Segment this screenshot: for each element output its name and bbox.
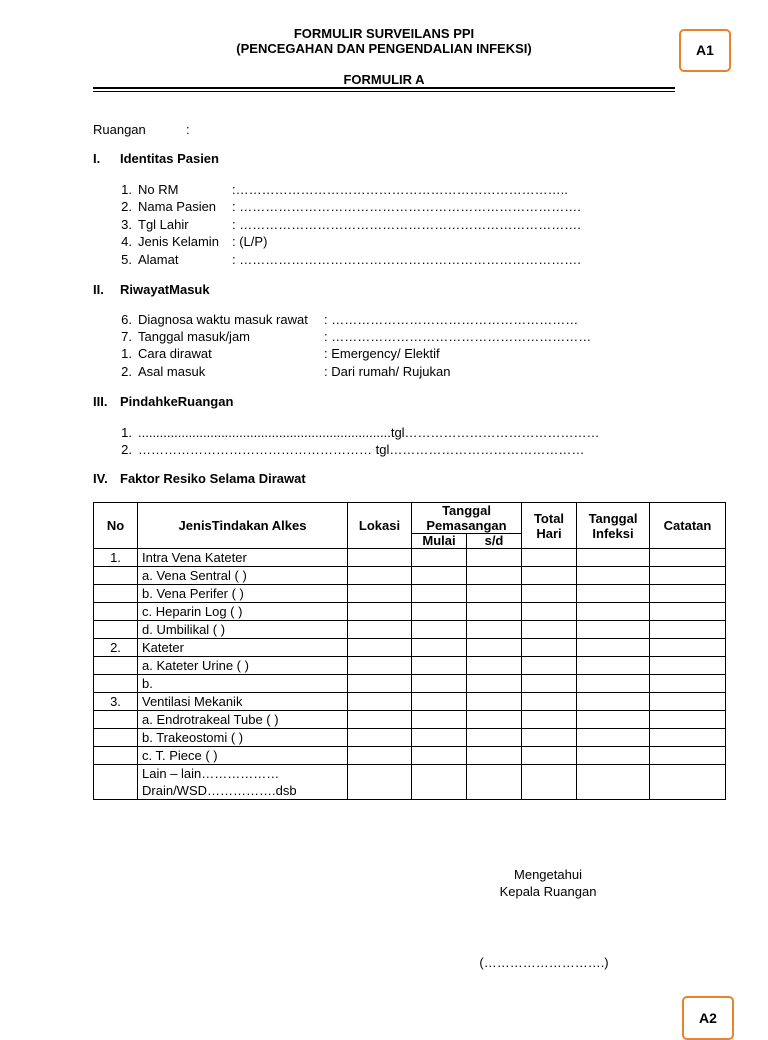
section-title: RiwayatMasuk bbox=[120, 282, 210, 297]
field-label: Diagnosa waktu masuk rawat bbox=[138, 312, 308, 327]
cell-total-hari[interactable] bbox=[522, 603, 577, 621]
header-total-hari: Total Hari bbox=[522, 503, 577, 549]
section-faktor-resiko bbox=[93, 471, 306, 486]
cell-lokasi[interactable] bbox=[348, 765, 412, 800]
cell-no bbox=[94, 675, 138, 693]
cell-lokasi[interactable] bbox=[348, 675, 412, 693]
ruangan-label: Ruangan bbox=[93, 122, 146, 137]
header-no: No bbox=[94, 503, 138, 549]
cell-no bbox=[94, 657, 138, 675]
cell-tanggal-infeksi[interactable] bbox=[577, 711, 650, 729]
cell-tanggal-infeksi[interactable] bbox=[577, 747, 650, 765]
table-row bbox=[94, 657, 726, 675]
cell-catatan[interactable] bbox=[650, 585, 726, 603]
field-value: : …………………………………………………… bbox=[324, 329, 592, 344]
cell-item: c. T. Piece ( ) bbox=[138, 747, 348, 765]
field-value: : Emergency/ Elektif bbox=[324, 346, 440, 361]
cell-sd[interactable] bbox=[467, 765, 522, 800]
table-row bbox=[94, 747, 726, 765]
cell-tanggal-infeksi[interactable] bbox=[577, 621, 650, 639]
cell-tanggal-infeksi[interactable] bbox=[577, 567, 650, 585]
cell-item: d. Umbilikal ( ) bbox=[138, 621, 348, 639]
cell-item: b. bbox=[138, 675, 348, 693]
cell-mulai[interactable] bbox=[412, 765, 467, 800]
form-subtitle: FORMULIR A bbox=[343, 72, 425, 87]
cell-sd[interactable] bbox=[467, 693, 522, 711]
cell-total-hari[interactable] bbox=[522, 693, 577, 711]
table-row bbox=[94, 585, 726, 603]
table-row bbox=[94, 549, 726, 567]
header-catatan: Catatan bbox=[650, 503, 726, 549]
cell-tanggal-infeksi[interactable] bbox=[577, 549, 650, 567]
item-number: 5. bbox=[121, 252, 132, 267]
cell-catatan[interactable] bbox=[650, 711, 726, 729]
field-label: Asal masuk bbox=[138, 364, 206, 379]
cell-mulai[interactable] bbox=[412, 585, 467, 603]
cell-total-hari[interactable] bbox=[522, 549, 577, 567]
field-pindah-2 bbox=[114, 442, 584, 457]
header-tanggal-infeksi: Tanggal Infeksi bbox=[577, 503, 650, 549]
cell-lokasi[interactable] bbox=[348, 747, 412, 765]
field-cara-dirawat bbox=[114, 346, 440, 361]
cell-total-hari[interactable] bbox=[522, 729, 577, 747]
field-value: :………………………………………………………………….. bbox=[232, 182, 568, 197]
cell-mulai[interactable] bbox=[412, 639, 467, 657]
cell-item: Ventilasi Mekanik bbox=[138, 693, 348, 711]
field-diagnosa bbox=[114, 312, 578, 327]
cell-sd[interactable] bbox=[467, 675, 522, 693]
section-pindah-ruangan bbox=[93, 394, 233, 409]
cell-sd[interactable] bbox=[467, 729, 522, 747]
cell-tanggal-infeksi[interactable] bbox=[577, 603, 650, 621]
table-row bbox=[94, 765, 726, 800]
cell-tanggal-infeksi[interactable] bbox=[577, 729, 650, 747]
table-row bbox=[94, 621, 726, 639]
cell-catatan[interactable] bbox=[650, 549, 726, 567]
cell-no bbox=[94, 603, 138, 621]
field-value: : ……………………………………………………………………. bbox=[232, 199, 581, 214]
cell-item: b. Vena Perifer ( ) bbox=[138, 585, 348, 603]
cell-catatan[interactable] bbox=[650, 729, 726, 747]
cell-catatan[interactable] bbox=[650, 657, 726, 675]
field-value: ……………………………………………… tgl……………………………………… bbox=[138, 442, 585, 457]
cell-no bbox=[94, 567, 138, 585]
table-row bbox=[94, 567, 726, 585]
table-row bbox=[94, 639, 726, 657]
item-number: 1. bbox=[121, 182, 132, 197]
item-number: 2. bbox=[121, 364, 132, 379]
cell-tanggal-infeksi[interactable] bbox=[577, 585, 650, 603]
faktor-resiko-table bbox=[93, 502, 726, 800]
cell-sd[interactable] bbox=[467, 567, 522, 585]
cell-item: a. Vena Sentral ( ) bbox=[138, 567, 348, 585]
cell-total-hari[interactable] bbox=[522, 567, 577, 585]
cell-item: a. Kateter Urine ( ) bbox=[138, 657, 348, 675]
item-number: 1. bbox=[121, 425, 132, 440]
cell-mulai[interactable] bbox=[412, 747, 467, 765]
lain-lain-label: Lain – lain……………… bbox=[142, 766, 280, 781]
cell-mulai[interactable] bbox=[412, 693, 467, 711]
header-rule-thick bbox=[93, 87, 675, 89]
cell-sd[interactable] bbox=[467, 711, 522, 729]
field-label: Nama Pasien bbox=[138, 199, 217, 214]
cell-catatan[interactable] bbox=[650, 639, 726, 657]
signature-kepala-ruangan: Kepala Ruangan bbox=[499, 884, 597, 899]
cell-mulai[interactable] bbox=[412, 711, 467, 729]
field-jenis-kelamin bbox=[114, 234, 267, 249]
cell-no: 1. bbox=[94, 549, 138, 567]
cell-sd[interactable] bbox=[467, 603, 522, 621]
cell-tanggal-infeksi[interactable] bbox=[577, 693, 650, 711]
section-number: II. bbox=[93, 282, 104, 297]
field-label: Alamat bbox=[138, 252, 179, 267]
field-no-rm bbox=[114, 182, 568, 197]
cell-sd[interactable] bbox=[467, 549, 522, 567]
cell-no: 3. bbox=[94, 693, 138, 711]
ruangan-sep: : bbox=[186, 122, 190, 137]
cell-lokasi[interactable] bbox=[348, 621, 412, 639]
cell-no bbox=[94, 585, 138, 603]
section-riwayat-masuk bbox=[93, 282, 210, 297]
cell-no bbox=[94, 747, 138, 765]
cell-tanggal-infeksi[interactable] bbox=[577, 657, 650, 675]
cell-catatan[interactable] bbox=[650, 567, 726, 585]
field-pindah-1 bbox=[114, 425, 600, 440]
item-number: 2. bbox=[121, 199, 132, 214]
item-number: 6. bbox=[121, 312, 132, 327]
cell-catatan[interactable] bbox=[650, 675, 726, 693]
cell-tanggal-infeksi[interactable] bbox=[577, 765, 650, 800]
cell-no: 2. bbox=[94, 639, 138, 657]
cell-mulai[interactable] bbox=[412, 729, 467, 747]
cell-catatan[interactable] bbox=[650, 747, 726, 765]
item-number: 4. bbox=[121, 234, 132, 249]
header-rule-thin bbox=[93, 91, 675, 92]
table-row bbox=[94, 693, 726, 711]
field-label: Cara dirawat bbox=[138, 346, 212, 361]
cell-tanggal-infeksi[interactable] bbox=[577, 639, 650, 657]
section-title: Faktor Resiko Selama Dirawat bbox=[120, 471, 306, 486]
cell-mulai[interactable] bbox=[412, 603, 467, 621]
table-row bbox=[94, 711, 726, 729]
section-number: IV. bbox=[93, 471, 108, 486]
header-sd: s/d bbox=[467, 534, 522, 549]
badge-a1: A1 bbox=[679, 29, 731, 72]
cell-sd[interactable] bbox=[467, 639, 522, 657]
signature-name-blank: (……………………….) bbox=[479, 955, 609, 970]
cell-item: Intra Vena Kateter bbox=[138, 549, 348, 567]
section-title: Identitas Pasien bbox=[120, 151, 219, 166]
cell-sd[interactable] bbox=[467, 747, 522, 765]
cell-total-hari[interactable] bbox=[522, 657, 577, 675]
field-tgl-lahir bbox=[114, 217, 581, 232]
cell-lokasi[interactable] bbox=[348, 567, 412, 585]
cell-item: c. Heparin Log ( ) bbox=[138, 603, 348, 621]
table-row bbox=[94, 675, 726, 693]
item-number: 2. bbox=[121, 442, 132, 457]
field-value: : Dari rumah/ Rujukan bbox=[324, 364, 451, 379]
field-value: : ……………………………………………………………………. bbox=[232, 217, 581, 232]
cell-item: Kateter bbox=[138, 639, 348, 657]
field-alamat bbox=[114, 252, 581, 267]
cell-total-hari[interactable] bbox=[522, 747, 577, 765]
field-tanggal-masuk bbox=[114, 329, 591, 344]
field-value: ......................................................................tgl……………………………………… bbox=[138, 425, 600, 440]
section-identitas-pasien bbox=[93, 151, 219, 166]
cell-no bbox=[94, 711, 138, 729]
cell-sd[interactable] bbox=[467, 585, 522, 603]
field-value: : ………………………………………………… bbox=[324, 312, 579, 327]
field-value: : (L/P) bbox=[232, 234, 268, 249]
cell-mulai[interactable] bbox=[412, 621, 467, 639]
cell-item: a. Endrotrakeal Tube ( ) bbox=[138, 711, 348, 729]
cell-no bbox=[94, 729, 138, 747]
cell-total-hari[interactable] bbox=[522, 621, 577, 639]
cell-catatan[interactable] bbox=[650, 603, 726, 621]
field-label: No RM bbox=[138, 182, 179, 197]
cell-lokasi[interactable] bbox=[348, 657, 412, 675]
form-title-line1: FORMULIR SURVEILANS PPI bbox=[293, 26, 475, 41]
cell-sd[interactable] bbox=[467, 657, 522, 675]
section-number: III. bbox=[93, 394, 108, 409]
cell-lokasi[interactable] bbox=[348, 729, 412, 747]
cell-lokasi[interactable] bbox=[348, 603, 412, 621]
cell-catatan[interactable] bbox=[650, 765, 726, 800]
header-jenis-tindakan: JenisTindakan Alkes bbox=[138, 503, 348, 549]
field-value: : ……………………………………………………………………. bbox=[232, 252, 581, 267]
cell-tanggal-infeksi[interactable] bbox=[577, 675, 650, 693]
section-title: PindahkeRuangan bbox=[120, 394, 234, 409]
cell-no bbox=[94, 621, 138, 639]
header-lokasi: Lokasi bbox=[348, 503, 412, 549]
cell-total-hari[interactable] bbox=[522, 585, 577, 603]
cell-mulai[interactable] bbox=[412, 675, 467, 693]
cell-catatan[interactable] bbox=[650, 621, 726, 639]
field-nama-pasien bbox=[114, 199, 581, 214]
cell-lokasi[interactable] bbox=[348, 639, 412, 657]
field-asal-masuk bbox=[114, 364, 450, 379]
cell-sd[interactable] bbox=[467, 621, 522, 639]
cell-item: b. Trakeostomi ( ) bbox=[138, 729, 348, 747]
header-mulai: Mulai bbox=[412, 534, 467, 549]
cell-lokasi[interactable] bbox=[348, 693, 412, 711]
cell-lokasi[interactable] bbox=[348, 549, 412, 567]
cell-item bbox=[138, 765, 348, 800]
table-row bbox=[94, 729, 726, 747]
cell-total-hari[interactable] bbox=[522, 639, 577, 657]
drain-wsd-label: Drain/WSD…………….dsb bbox=[142, 783, 297, 798]
signature-mengetahui: Mengetahui bbox=[514, 867, 582, 882]
cell-total-hari[interactable] bbox=[522, 675, 577, 693]
table-row bbox=[94, 603, 726, 621]
form-title-line2: (PENCEGAHAN DAN PENGENDALIAN INFEKSI) bbox=[236, 41, 532, 56]
cell-no bbox=[94, 765, 138, 800]
badge-a2: A2 bbox=[682, 996, 734, 1040]
cell-catatan[interactable] bbox=[650, 693, 726, 711]
cell-lokasi[interactable] bbox=[348, 585, 412, 603]
item-number: 7. bbox=[121, 329, 132, 344]
header-tanggal-pemasangan: Tanggal Pemasangan bbox=[412, 503, 522, 534]
cell-mulai[interactable] bbox=[412, 657, 467, 675]
item-number: 3. bbox=[121, 217, 132, 232]
field-label: Jenis Kelamin bbox=[138, 234, 219, 249]
field-label: Tanggal masuk/jam bbox=[138, 329, 250, 344]
item-number: 1. bbox=[121, 346, 132, 361]
cell-total-hari[interactable] bbox=[522, 711, 577, 729]
cell-mulai[interactable] bbox=[412, 567, 467, 585]
field-label: Tgl Lahir bbox=[138, 217, 189, 232]
cell-lokasi[interactable] bbox=[348, 711, 412, 729]
cell-total-hari[interactable] bbox=[522, 765, 577, 800]
section-number: I. bbox=[93, 151, 101, 166]
cell-mulai[interactable] bbox=[412, 549, 467, 567]
